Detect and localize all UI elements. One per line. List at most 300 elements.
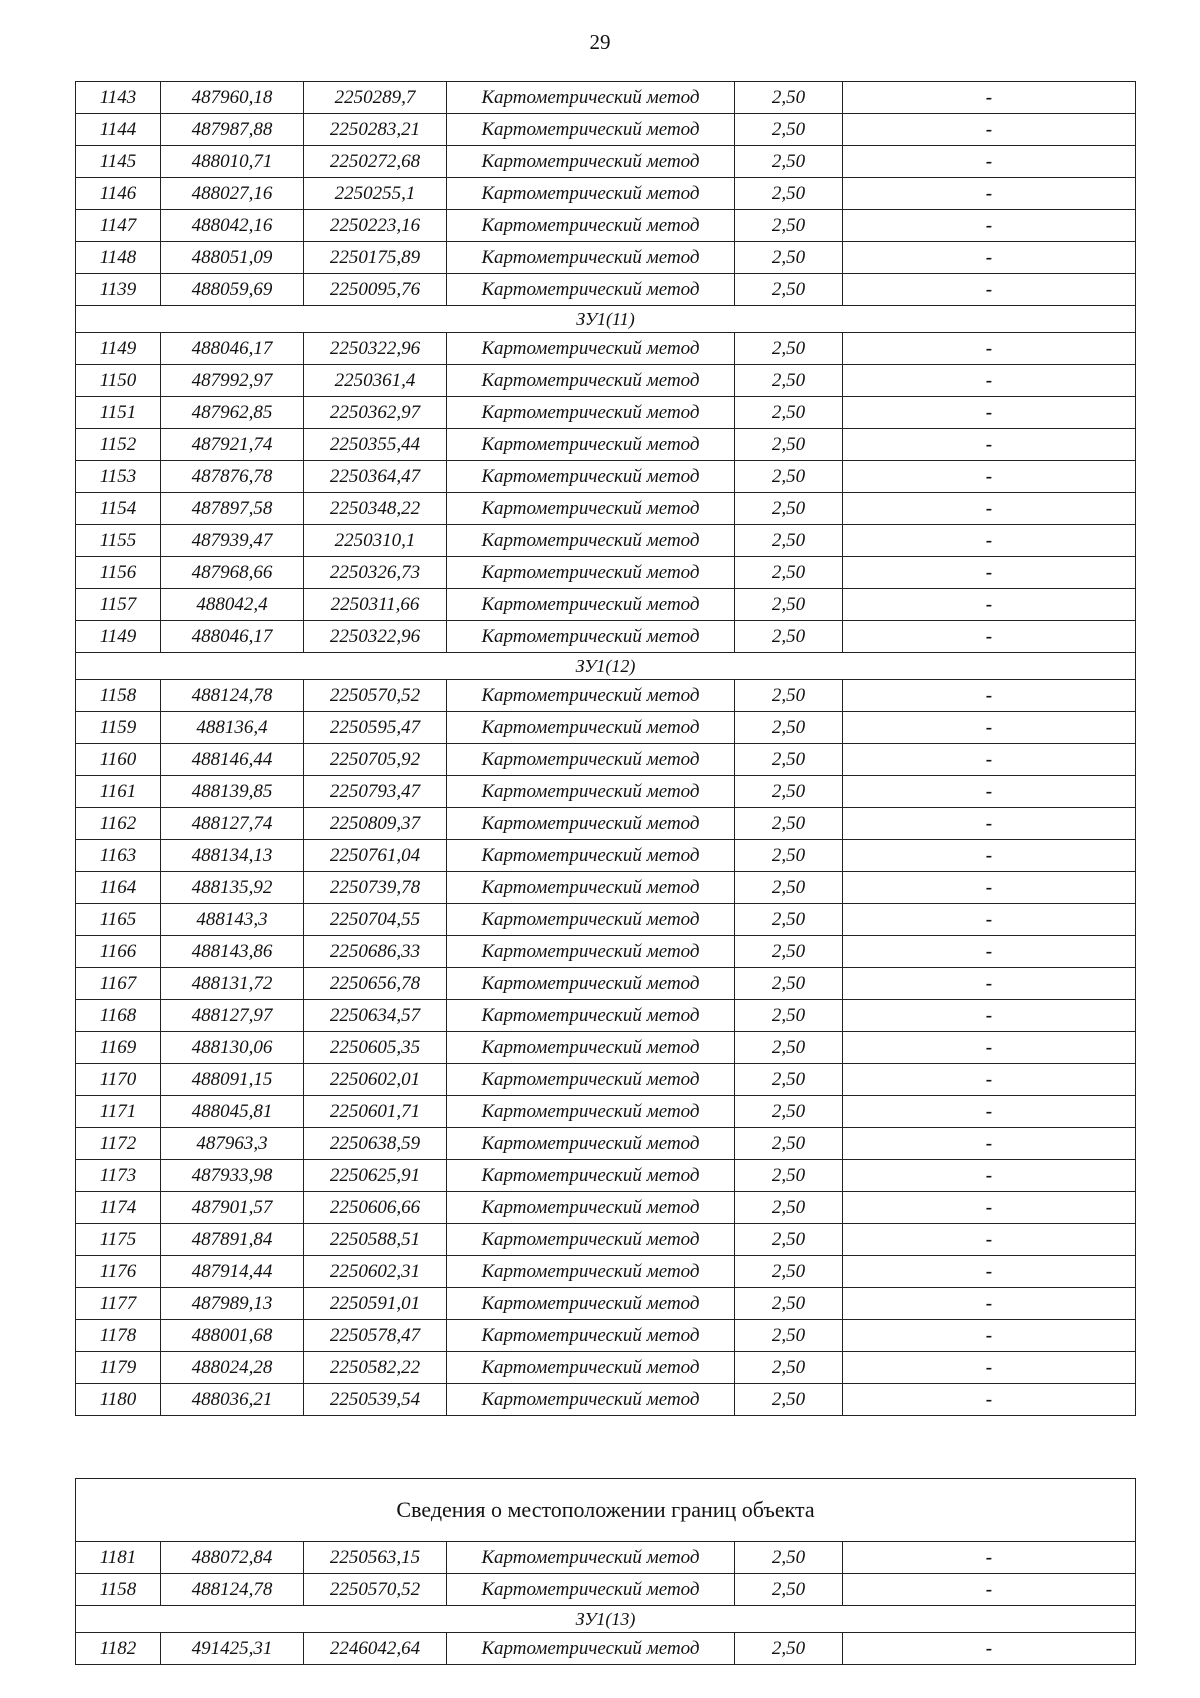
method-cell: Картометрический метод xyxy=(447,589,735,621)
y-coordinate-cell: 2250283,21 xyxy=(304,114,447,146)
point-number-cell: 1182 xyxy=(76,1633,161,1665)
x-coordinate-cell: 487960,18 xyxy=(161,82,304,114)
section-label: ЗУ1(11) xyxy=(76,306,1136,333)
x-coordinate-cell: 488127,74 xyxy=(161,808,304,840)
x-coordinate-cell: 487876,78 xyxy=(161,461,304,493)
table-row xyxy=(76,1352,1136,1384)
point-number-cell: 1170 xyxy=(76,1064,161,1096)
accuracy-cell: 2,50 xyxy=(735,178,843,210)
x-coordinate-cell: 487891,84 xyxy=(161,1224,304,1256)
x-coordinate-cell: 488001,68 xyxy=(161,1320,304,1352)
method-cell: Картометрический метод xyxy=(447,680,735,712)
method-cell: Картометрический метод xyxy=(447,621,735,653)
y-coordinate-cell: 2250289,7 xyxy=(304,82,447,114)
point-number-cell: 1150 xyxy=(76,365,161,397)
point-number-cell: 1168 xyxy=(76,1000,161,1032)
y-coordinate-cell: 2246042,64 xyxy=(304,1633,447,1665)
y-coordinate-cell: 2250602,01 xyxy=(304,1064,447,1096)
table-row xyxy=(76,557,1136,589)
accuracy-cell: 2,50 xyxy=(735,1352,843,1384)
point-number-cell: 1161 xyxy=(76,776,161,808)
table-row xyxy=(76,840,1136,872)
point-number-cell: 1155 xyxy=(76,525,161,557)
description-cell: - xyxy=(843,1224,1136,1256)
y-coordinate-cell: 2250591,01 xyxy=(304,1288,447,1320)
y-coordinate-cell: 2250539,54 xyxy=(304,1384,447,1416)
table-row xyxy=(76,776,1136,808)
coordinates-table xyxy=(75,81,1136,1416)
description-cell: - xyxy=(843,365,1136,397)
table-row xyxy=(76,589,1136,621)
y-coordinate-cell: 2250355,44 xyxy=(304,429,447,461)
accuracy-cell: 2,50 xyxy=(735,242,843,274)
table-row xyxy=(76,1064,1136,1096)
accuracy-cell: 2,50 xyxy=(735,525,843,557)
accuracy-cell: 2,50 xyxy=(735,1288,843,1320)
point-number-cell: 1145 xyxy=(76,146,161,178)
x-coordinate-cell: 488027,16 xyxy=(161,178,304,210)
section-header-row xyxy=(76,1606,1136,1633)
x-coordinate-cell: 488139,85 xyxy=(161,776,304,808)
y-coordinate-cell: 2250705,92 xyxy=(304,744,447,776)
y-coordinate-cell: 2250809,37 xyxy=(304,808,447,840)
point-number-cell: 1165 xyxy=(76,904,161,936)
accuracy-cell: 2,50 xyxy=(735,1384,843,1416)
description-cell: - xyxy=(843,397,1136,429)
description-cell: - xyxy=(843,680,1136,712)
x-coordinate-cell: 488136,4 xyxy=(161,712,304,744)
x-coordinate-cell: 488042,4 xyxy=(161,589,304,621)
method-cell: Картометрический метод xyxy=(447,936,735,968)
method-cell: Картометрический метод xyxy=(447,461,735,493)
point-number-cell: 1160 xyxy=(76,744,161,776)
accuracy-cell: 2,50 xyxy=(735,840,843,872)
table-row xyxy=(76,1384,1136,1416)
table-row xyxy=(76,808,1136,840)
accuracy-cell: 2,50 xyxy=(735,936,843,968)
y-coordinate-cell: 2250761,04 xyxy=(304,840,447,872)
y-coordinate-cell: 2250223,16 xyxy=(304,210,447,242)
table-row xyxy=(76,1032,1136,1064)
description-cell: - xyxy=(843,1288,1136,1320)
x-coordinate-cell: 488042,16 xyxy=(161,210,304,242)
method-cell: Картометрический метод xyxy=(447,274,735,306)
accuracy-cell: 2,50 xyxy=(735,744,843,776)
description-cell: - xyxy=(843,1633,1136,1665)
accuracy-cell: 2,50 xyxy=(735,397,843,429)
table-row xyxy=(76,1096,1136,1128)
accuracy-cell: 2,50 xyxy=(735,1633,843,1665)
section-header-row xyxy=(76,306,1136,333)
x-coordinate-cell: 488072,84 xyxy=(161,1542,304,1574)
method-cell: Картометрический метод xyxy=(447,1574,735,1606)
accuracy-cell: 2,50 xyxy=(735,680,843,712)
x-coordinate-cell: 488127,97 xyxy=(161,1000,304,1032)
x-coordinate-cell: 487968,66 xyxy=(161,557,304,589)
description-cell: - xyxy=(843,1384,1136,1416)
table-row xyxy=(76,1574,1136,1606)
y-coordinate-cell: 2250326,73 xyxy=(304,557,447,589)
method-cell: Картометрический метод xyxy=(447,178,735,210)
point-number-cell: 1139 xyxy=(76,274,161,306)
accuracy-cell: 2,50 xyxy=(735,210,843,242)
method-cell: Картометрический метод xyxy=(447,242,735,274)
method-cell: Картометрический метод xyxy=(447,1256,735,1288)
accuracy-cell: 2,50 xyxy=(735,557,843,589)
description-cell: - xyxy=(843,333,1136,365)
boundary-table xyxy=(75,1478,1136,1665)
accuracy-cell: 2,50 xyxy=(735,621,843,653)
description-cell: - xyxy=(843,1160,1136,1192)
accuracy-cell: 2,50 xyxy=(735,808,843,840)
description-cell: - xyxy=(843,146,1136,178)
y-coordinate-cell: 2250322,96 xyxy=(304,621,447,653)
accuracy-cell: 2,50 xyxy=(735,1542,843,1574)
point-number-cell: 1167 xyxy=(76,968,161,1000)
description-cell: - xyxy=(843,1256,1136,1288)
method-cell: Картометрический метод xyxy=(447,146,735,178)
accuracy-cell: 2,50 xyxy=(735,904,843,936)
point-number-cell: 1181 xyxy=(76,1542,161,1574)
method-cell: Картометрический метод xyxy=(447,1542,735,1574)
point-number-cell: 1172 xyxy=(76,1128,161,1160)
table-row xyxy=(76,1320,1136,1352)
description-cell: - xyxy=(843,210,1136,242)
accuracy-cell: 2,50 xyxy=(735,333,843,365)
description-cell: - xyxy=(843,1032,1136,1064)
y-coordinate-cell: 2250595,47 xyxy=(304,712,447,744)
method-cell: Картометрический метод xyxy=(447,1096,735,1128)
x-coordinate-cell: 488130,06 xyxy=(161,1032,304,1064)
accuracy-cell: 2,50 xyxy=(735,1224,843,1256)
description-cell: - xyxy=(843,1352,1136,1384)
accuracy-cell: 2,50 xyxy=(735,1320,843,1352)
description-cell: - xyxy=(843,557,1136,589)
method-cell: Картометрический метод xyxy=(447,744,735,776)
x-coordinate-cell: 488124,78 xyxy=(161,680,304,712)
table-row xyxy=(76,1633,1136,1665)
table-row xyxy=(76,1160,1136,1192)
description-cell: - xyxy=(843,712,1136,744)
description-cell: - xyxy=(843,1096,1136,1128)
accuracy-cell: 2,50 xyxy=(735,146,843,178)
description-cell: - xyxy=(843,461,1136,493)
table-row xyxy=(76,461,1136,493)
method-cell: Картометрический метод xyxy=(447,712,735,744)
point-number-cell: 1143 xyxy=(76,82,161,114)
accuracy-cell: 2,50 xyxy=(735,1032,843,1064)
method-cell: Картометрический метод xyxy=(447,525,735,557)
description-cell: - xyxy=(843,968,1136,1000)
point-number-cell: 1159 xyxy=(76,712,161,744)
method-cell: Картометрический метод xyxy=(447,114,735,146)
description-cell: - xyxy=(843,493,1136,525)
y-coordinate-cell: 2250570,52 xyxy=(304,1574,447,1606)
accuracy-cell: 2,50 xyxy=(735,1574,843,1606)
y-coordinate-cell: 2250361,4 xyxy=(304,365,447,397)
point-number-cell: 1148 xyxy=(76,242,161,274)
method-cell: Картометрический метод xyxy=(447,1000,735,1032)
point-number-cell: 1169 xyxy=(76,1032,161,1064)
table-row xyxy=(76,1542,1136,1574)
table-row xyxy=(76,1128,1136,1160)
table-row xyxy=(76,114,1136,146)
table-row xyxy=(76,274,1136,306)
point-number-cell: 1149 xyxy=(76,621,161,653)
description-cell: - xyxy=(843,589,1136,621)
method-cell: Картометрический метод xyxy=(447,210,735,242)
description-cell: - xyxy=(843,904,1136,936)
table-row xyxy=(76,872,1136,904)
accuracy-cell: 2,50 xyxy=(735,365,843,397)
point-number-cell: 1162 xyxy=(76,808,161,840)
accuracy-cell: 2,50 xyxy=(735,1128,843,1160)
table-heading-row xyxy=(76,1479,1136,1542)
y-coordinate-cell: 2250602,31 xyxy=(304,1256,447,1288)
point-number-cell: 1146 xyxy=(76,178,161,210)
description-cell: - xyxy=(843,82,1136,114)
accuracy-cell: 2,50 xyxy=(735,274,843,306)
accuracy-cell: 2,50 xyxy=(735,712,843,744)
section-header-row xyxy=(76,653,1136,680)
description-cell: - xyxy=(843,1320,1136,1352)
accuracy-cell: 2,50 xyxy=(735,1096,843,1128)
point-number-cell: 1144 xyxy=(76,114,161,146)
description-cell: - xyxy=(843,1192,1136,1224)
x-coordinate-cell: 487992,97 xyxy=(161,365,304,397)
point-number-cell: 1177 xyxy=(76,1288,161,1320)
point-number-cell: 1149 xyxy=(76,333,161,365)
method-cell: Картометрический метод xyxy=(447,1288,735,1320)
method-cell: Картометрический метод xyxy=(447,365,735,397)
method-cell: Картометрический метод xyxy=(447,776,735,808)
x-coordinate-cell: 488051,09 xyxy=(161,242,304,274)
point-number-cell: 1179 xyxy=(76,1352,161,1384)
point-number-cell: 1154 xyxy=(76,493,161,525)
x-coordinate-cell: 487921,74 xyxy=(161,429,304,461)
point-number-cell: 1176 xyxy=(76,1256,161,1288)
y-coordinate-cell: 2250601,71 xyxy=(304,1096,447,1128)
x-coordinate-cell: 487897,58 xyxy=(161,493,304,525)
accuracy-cell: 2,50 xyxy=(735,1160,843,1192)
x-coordinate-cell: 488010,71 xyxy=(161,146,304,178)
x-coordinate-cell: 487987,88 xyxy=(161,114,304,146)
table-row xyxy=(76,210,1136,242)
y-coordinate-cell: 2250634,57 xyxy=(304,1000,447,1032)
table-row xyxy=(76,712,1136,744)
x-coordinate-cell: 487962,85 xyxy=(161,397,304,429)
method-cell: Картометрический метод xyxy=(447,1633,735,1665)
x-coordinate-cell: 488024,28 xyxy=(161,1352,304,1384)
y-coordinate-cell: 2250310,1 xyxy=(304,525,447,557)
table-heading: Сведения о местоположении границ объекта xyxy=(76,1479,1136,1542)
description-cell: - xyxy=(843,1128,1136,1160)
method-cell: Картометрический метод xyxy=(447,1320,735,1352)
y-coordinate-cell: 2250625,91 xyxy=(304,1160,447,1192)
table-row xyxy=(76,904,1136,936)
description-cell: - xyxy=(843,744,1136,776)
x-coordinate-cell: 488045,81 xyxy=(161,1096,304,1128)
point-number-cell: 1164 xyxy=(76,872,161,904)
x-coordinate-cell: 488143,3 xyxy=(161,904,304,936)
x-coordinate-cell: 488143,86 xyxy=(161,936,304,968)
method-cell: Картометрический метод xyxy=(447,1128,735,1160)
point-number-cell: 1173 xyxy=(76,1160,161,1192)
table-row xyxy=(76,493,1136,525)
y-coordinate-cell: 2250704,55 xyxy=(304,904,447,936)
x-coordinate-cell: 487989,13 xyxy=(161,1288,304,1320)
method-cell: Картометрический метод xyxy=(447,1064,735,1096)
table-row xyxy=(76,242,1136,274)
table-row xyxy=(76,333,1136,365)
x-coordinate-cell: 491425,31 xyxy=(161,1633,304,1665)
method-cell: Картометрический метод xyxy=(447,1032,735,1064)
accuracy-cell: 2,50 xyxy=(735,461,843,493)
accuracy-cell: 2,50 xyxy=(735,429,843,461)
y-coordinate-cell: 2250364,47 xyxy=(304,461,447,493)
table-row xyxy=(76,1224,1136,1256)
method-cell: Картометрический метод xyxy=(447,904,735,936)
x-coordinate-cell: 488046,17 xyxy=(161,621,304,653)
y-coordinate-cell: 2250563,15 xyxy=(304,1542,447,1574)
y-coordinate-cell: 2250311,66 xyxy=(304,589,447,621)
accuracy-cell: 2,50 xyxy=(735,1256,843,1288)
x-coordinate-cell: 488135,92 xyxy=(161,872,304,904)
accuracy-cell: 2,50 xyxy=(735,968,843,1000)
y-coordinate-cell: 2250348,22 xyxy=(304,493,447,525)
point-number-cell: 1158 xyxy=(76,680,161,712)
method-cell: Картометрический метод xyxy=(447,1384,735,1416)
description-cell: - xyxy=(843,936,1136,968)
method-cell: Картометрический метод xyxy=(447,1224,735,1256)
accuracy-cell: 2,50 xyxy=(735,1000,843,1032)
point-number-cell: 1156 xyxy=(76,557,161,589)
x-coordinate-cell: 488124,78 xyxy=(161,1574,304,1606)
table-row xyxy=(76,146,1136,178)
accuracy-cell: 2,50 xyxy=(735,872,843,904)
y-coordinate-cell: 2250272,68 xyxy=(304,146,447,178)
table-row xyxy=(76,744,1136,776)
description-cell: - xyxy=(843,1574,1136,1606)
point-number-cell: 1180 xyxy=(76,1384,161,1416)
description-cell: - xyxy=(843,840,1136,872)
table-row xyxy=(76,1256,1136,1288)
table-row xyxy=(76,397,1136,429)
description-cell: - xyxy=(843,114,1136,146)
accuracy-cell: 2,50 xyxy=(735,82,843,114)
point-number-cell: 1171 xyxy=(76,1096,161,1128)
method-cell: Картометрический метод xyxy=(447,429,735,461)
description-cell: - xyxy=(843,621,1136,653)
accuracy-cell: 2,50 xyxy=(735,1192,843,1224)
table-row xyxy=(76,680,1136,712)
y-coordinate-cell: 2250793,47 xyxy=(304,776,447,808)
y-coordinate-cell: 2250322,96 xyxy=(304,333,447,365)
description-cell: - xyxy=(843,1064,1136,1096)
table-row xyxy=(76,1000,1136,1032)
point-number-cell: 1158 xyxy=(76,1574,161,1606)
method-cell: Картометрический метод xyxy=(447,968,735,1000)
x-coordinate-cell: 488146,44 xyxy=(161,744,304,776)
page-number: 29 xyxy=(589,30,611,54)
method-cell: Картометрический метод xyxy=(447,397,735,429)
description-cell: - xyxy=(843,525,1136,557)
table-row xyxy=(76,178,1136,210)
x-coordinate-cell: 488134,13 xyxy=(161,840,304,872)
method-cell: Картометрический метод xyxy=(447,840,735,872)
point-number-cell: 1147 xyxy=(76,210,161,242)
y-coordinate-cell: 2250656,78 xyxy=(304,968,447,1000)
table-row xyxy=(76,621,1136,653)
point-number-cell: 1163 xyxy=(76,840,161,872)
point-number-cell: 1157 xyxy=(76,589,161,621)
description-cell: - xyxy=(843,242,1136,274)
table-row xyxy=(76,936,1136,968)
point-number-cell: 1152 xyxy=(76,429,161,461)
description-cell: - xyxy=(843,178,1136,210)
method-cell: Картометрический метод xyxy=(447,333,735,365)
section-label: ЗУ1(12) xyxy=(76,653,1136,680)
description-cell: - xyxy=(843,429,1136,461)
section-label: ЗУ1(13) xyxy=(76,1606,1136,1633)
table-row xyxy=(76,82,1136,114)
accuracy-cell: 2,50 xyxy=(735,114,843,146)
x-coordinate-cell: 487914,44 xyxy=(161,1256,304,1288)
x-coordinate-cell: 487939,47 xyxy=(161,525,304,557)
y-coordinate-cell: 2250686,33 xyxy=(304,936,447,968)
table-row xyxy=(76,365,1136,397)
description-cell: - xyxy=(843,274,1136,306)
y-coordinate-cell: 2250638,59 xyxy=(304,1128,447,1160)
point-number-cell: 1166 xyxy=(76,936,161,968)
accuracy-cell: 2,50 xyxy=(735,493,843,525)
method-cell: Картометрический метод xyxy=(447,1352,735,1384)
method-cell: Картометрический метод xyxy=(447,808,735,840)
x-coordinate-cell: 487963,3 xyxy=(161,1128,304,1160)
y-coordinate-cell: 2250095,76 xyxy=(304,274,447,306)
point-number-cell: 1174 xyxy=(76,1192,161,1224)
description-cell: - xyxy=(843,776,1136,808)
table-row xyxy=(76,968,1136,1000)
accuracy-cell: 2,50 xyxy=(735,589,843,621)
method-cell: Картометрический метод xyxy=(447,557,735,589)
description-cell: - xyxy=(843,808,1136,840)
method-cell: Картометрический метод xyxy=(447,1192,735,1224)
x-coordinate-cell: 488059,69 xyxy=(161,274,304,306)
y-coordinate-cell: 2250570,52 xyxy=(304,680,447,712)
description-cell: - xyxy=(843,1542,1136,1574)
table-row xyxy=(76,525,1136,557)
point-number-cell: 1153 xyxy=(76,461,161,493)
x-coordinate-cell: 487901,57 xyxy=(161,1192,304,1224)
point-number-cell: 1175 xyxy=(76,1224,161,1256)
method-cell: Картометрический метод xyxy=(447,1160,735,1192)
y-coordinate-cell: 2250175,89 xyxy=(304,242,447,274)
table-row xyxy=(76,1192,1136,1224)
x-coordinate-cell: 488036,21 xyxy=(161,1384,304,1416)
y-coordinate-cell: 2250362,97 xyxy=(304,397,447,429)
x-coordinate-cell: 488131,72 xyxy=(161,968,304,1000)
point-number-cell: 1178 xyxy=(76,1320,161,1352)
x-coordinate-cell: 487933,98 xyxy=(161,1160,304,1192)
description-cell: - xyxy=(843,1000,1136,1032)
x-coordinate-cell: 488046,17 xyxy=(161,333,304,365)
accuracy-cell: 2,50 xyxy=(735,1064,843,1096)
y-coordinate-cell: 2250605,35 xyxy=(304,1032,447,1064)
y-coordinate-cell: 2250582,22 xyxy=(304,1352,447,1384)
table-row xyxy=(76,429,1136,461)
y-coordinate-cell: 2250739,78 xyxy=(304,872,447,904)
